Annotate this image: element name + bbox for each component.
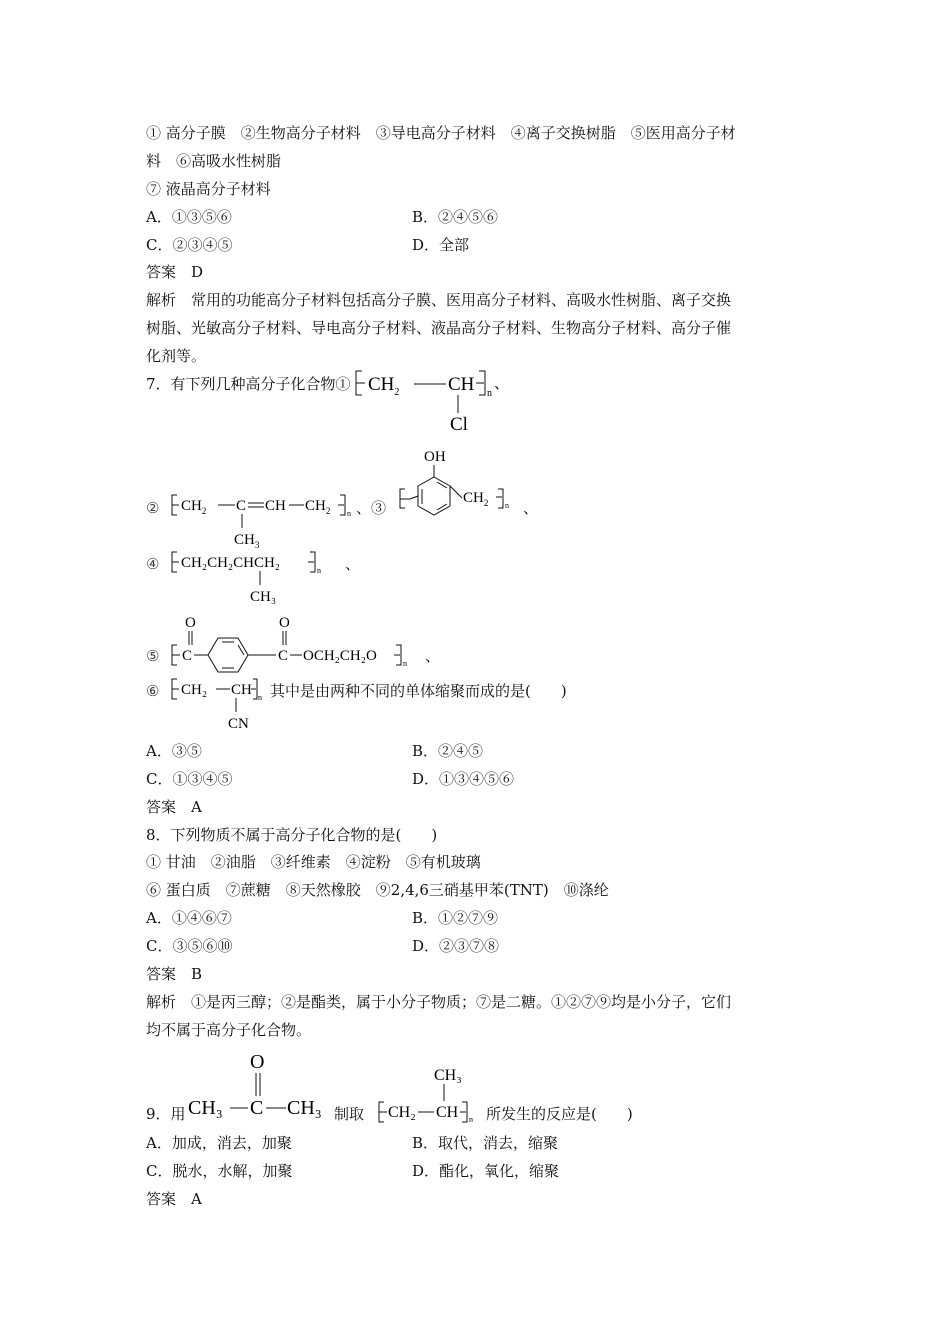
- q6-analysis-line2: 树脂、光敏高分子材料、导电高分子材料、液晶高分子材料、生物高分子材料、高分子催: [146, 319, 732, 337]
- svg-text:CH₂CH₂CHCH₂: CH₂CH₂CHCH₂: [181, 555, 281, 571]
- q9-answer: 答案 A: [146, 1190, 202, 1208]
- q7-sep-3: 、: [523, 499, 539, 517]
- svg-text:CH2: $CH_2$: [181, 498, 207, 516]
- svg-text:CH2: $CH_2$: [463, 490, 489, 508]
- q6-items-line1: ① 高分子膜 ②生物高分子材料 ③导电高分子材料 ④离子交换树脂 ⑤医用高分子材: [146, 124, 736, 142]
- q7-answer: 答案 A: [146, 798, 202, 816]
- svg-text:n: n: [317, 566, 321, 575]
- svg-text:n: n: [505, 501, 509, 510]
- svg-text:CH: CH: [448, 374, 475, 395]
- svg-text:CH₃: CH₃: [250, 589, 277, 605]
- svg-text:n: n: [347, 509, 351, 518]
- q7-option-c: C．①③④⑤: [146, 770, 233, 788]
- svg-text:OCH₂CH₂O: OCH₂CH₂O: [303, 648, 377, 664]
- q6-answer: 答案 D: [146, 263, 204, 281]
- svg-text:Cl: Cl: [450, 414, 468, 435]
- q6-analysis-line3: 化剂等。: [146, 347, 207, 365]
- q9-acetone-formula: [186, 1046, 334, 1130]
- q6-items-line2: 料 ⑥高吸水性树脂: [146, 152, 282, 170]
- svg-text:CH₃: CH₃: [287, 1097, 322, 1119]
- q7-label-4: ④: [146, 555, 160, 573]
- q6-option-b: B．②④⑤⑥: [412, 208, 499, 226]
- q6-option-d: D．全部: [412, 236, 470, 254]
- svg-text:C: C: [236, 498, 247, 514]
- svg-text:CH₂: CH₂: [181, 682, 208, 698]
- q7-question-tail: 其中是由两种不同的单体缩聚而成的是( ): [270, 682, 567, 700]
- q9-stem-prefix: 9．用: [146, 1105, 186, 1123]
- q6-option-c: C．②③④⑤: [146, 236, 233, 254]
- q8-analysis-line1: 解析 ①是丙三醇；②是酯类，属于小分子物质；⑦是二糖。①②⑦⑨均是小分子，它们: [146, 993, 732, 1011]
- q9-stem-suffix: 所发生的反应是( ): [486, 1105, 633, 1123]
- svg-text:n: n: [487, 388, 492, 399]
- q9-option-a: A．加成，消去，加聚: [146, 1134, 292, 1152]
- svg-text:O: O: [279, 615, 290, 631]
- q8-items-line2: ⑥ 蛋白质 ⑦蔗糖 ⑧天然橡胶 ⑨2,4,6三硝基甲苯(TNT) ⑩涤纶: [146, 881, 609, 899]
- svg-text:CN: CN: [228, 716, 249, 732]
- svg-text:C: C: [278, 648, 289, 664]
- q9-option-d: D．酯化，氧化，缩聚: [412, 1162, 560, 1180]
- q7-stem: 7．有下列几种高分子化合物①: [146, 375, 351, 393]
- q6-items-line3: ⑦ 液晶高分子材料: [146, 180, 271, 198]
- q7-label-3: 、③: [356, 499, 387, 517]
- q8-stem: 8．下列物质不属于高分子化合物的是( ): [146, 826, 438, 844]
- q7-label-5: ⑤: [146, 647, 160, 665]
- q8-option-b: B．①②⑦⑨: [412, 909, 499, 927]
- svg-text:C: C: [250, 1097, 264, 1119]
- q7-formula-4: [168, 545, 338, 613]
- q7-formula-3: [396, 444, 521, 540]
- q7-label-6: ⑥: [146, 682, 160, 700]
- q9-stem-middle: 制取: [334, 1105, 365, 1123]
- svg-text:CH3: $CH_3$: [234, 532, 260, 550]
- q7-formula-5: [168, 611, 428, 677]
- svg-text:n: n: [258, 693, 262, 702]
- q7-label-2: ②: [146, 499, 160, 517]
- q9-option-b: B．取代，消去，缩聚: [412, 1134, 559, 1152]
- svg-text:CH₃: CH₃: [434, 1067, 462, 1084]
- svg-text:、: 、: [494, 376, 510, 392]
- svg-text:OH: OH: [424, 449, 446, 465]
- q8-answer: 答案 B: [146, 965, 203, 983]
- q8-option-c: C．③⑤⑥⑩: [146, 937, 233, 955]
- q6-option-a: A．①③⑤⑥: [146, 208, 232, 226]
- q7-sep-4: 、: [345, 555, 361, 573]
- q7-formula-6: [168, 672, 268, 738]
- q7-option-a: A．③⑤: [146, 742, 202, 760]
- svg-text:n: n: [469, 1115, 473, 1124]
- svg-text:CH: CH: [436, 1104, 459, 1121]
- q9-option-c: C．脱水，水解，加聚: [146, 1162, 293, 1180]
- q7-option-b: B．②④⑤: [412, 742, 484, 760]
- svg-text:O: O: [185, 615, 196, 631]
- q7-sep-5: 、: [425, 647, 441, 665]
- q8-items-line1: ① 甘油 ②油脂 ③纤维素 ④淀粉 ⑤有机玻璃: [146, 853, 481, 871]
- q7-formula-1: [352, 366, 527, 442]
- q8-option-a: A．①④⑥⑦: [146, 909, 232, 927]
- svg-text:O: O: [250, 1051, 265, 1073]
- svg-text:CH₂: CH₂: [388, 1104, 416, 1121]
- svg-text:CH₃: CH₃: [188, 1097, 223, 1119]
- svg-text:CH2: $CH_2$: [305, 498, 331, 516]
- svg-text:CH2: $CH_2$: [368, 374, 400, 398]
- q7-option-d: D．①③④⑤⑥: [412, 770, 515, 788]
- svg-text:n: n: [403, 659, 407, 668]
- q6-analysis-line1: 解析 常用的功能高分子材料包括高分子膜、医用高分子材料、高吸水性树脂、离子交换: [146, 291, 732, 309]
- svg-text:CH: CH: [265, 498, 286, 514]
- q8-analysis-line2: 均不属于高分子化合物。: [146, 1021, 312, 1039]
- q8-option-d: D．②③⑦⑧: [412, 937, 500, 955]
- svg-text:C: C: [182, 648, 193, 664]
- q9-polymer-formula: [374, 1060, 484, 1130]
- svg-text:CH: CH: [231, 682, 252, 698]
